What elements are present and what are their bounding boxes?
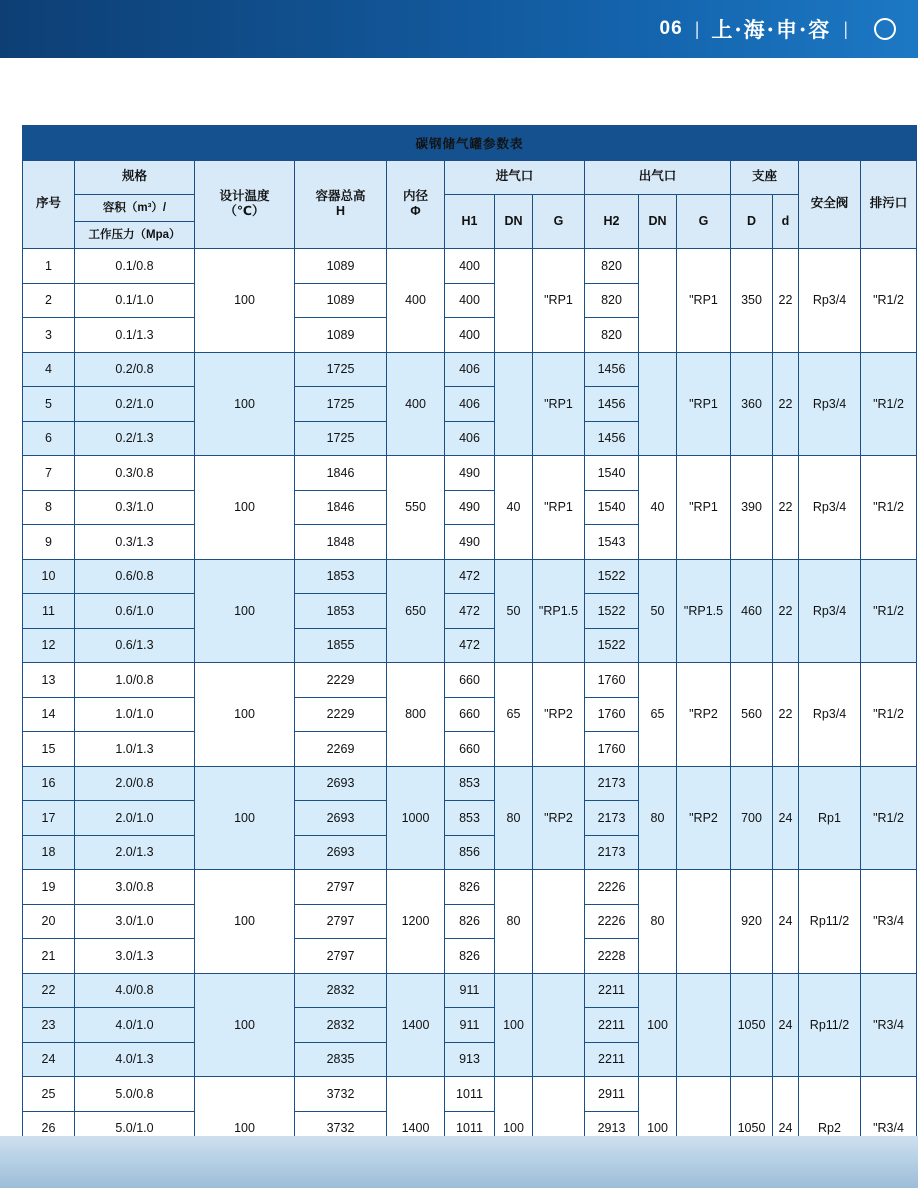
cell-spec: 0.1/1.3 (75, 318, 195, 353)
cell-outlet-h2: 1522 (585, 559, 639, 594)
cell-outlet-h2: 820 (585, 283, 639, 318)
cell-index: 7 (23, 456, 75, 491)
cell-inlet-g (533, 870, 585, 974)
cell-spec: 0.1/0.8 (75, 249, 195, 284)
col-header-inlet-g: G (533, 195, 585, 249)
cell-index: 5 (23, 387, 75, 422)
page-number: 06 (659, 18, 683, 39)
cell-total-height: 1846 (295, 490, 387, 525)
table-row (23, 559, 917, 594)
inner-dia-line2: Φ (410, 204, 421, 219)
cell-spec: 2.0/1.0 (75, 801, 195, 836)
cell-inlet-h1: 911 (445, 1008, 495, 1043)
table-header-row-1 (23, 160, 917, 195)
total-height-line2: H (335, 204, 346, 219)
cell-total-height: 3732 (295, 1077, 387, 1112)
col-header-inner-diameter (387, 160, 445, 249)
cell-total-height: 1725 (295, 421, 387, 456)
cell-support-d: 560 (731, 663, 773, 767)
cell-inlet-h1: 856 (445, 835, 495, 870)
cell-index: 19 (23, 870, 75, 905)
col-header-outlet-dn: DN (639, 195, 677, 249)
col-header-outlet-g: G (677, 195, 731, 249)
cell-spec: 2.0/0.8 (75, 766, 195, 801)
cell-outlet-dn: 40 (639, 456, 677, 560)
cell-index: 12 (23, 628, 75, 663)
design-temp-line2: （℃） (224, 204, 265, 219)
cell-total-height: 2693 (295, 801, 387, 836)
circle-icon (874, 18, 896, 40)
cell-drain: "R1/2 (861, 663, 917, 767)
col-header-inlet-h1: H1 (445, 195, 495, 249)
cell-outlet-dn: 80 (639, 766, 677, 870)
cell-outlet-dn (639, 352, 677, 456)
cell-inlet-h1: 826 (445, 904, 495, 939)
cell-inlet-g: "RP1 (533, 456, 585, 560)
cell-inlet-h1: 400 (445, 283, 495, 318)
cell-spec: 3.0/1.3 (75, 939, 195, 974)
cell-inlet-h1: 472 (445, 628, 495, 663)
cell-inlet-h1: 406 (445, 421, 495, 456)
table-row (23, 352, 917, 387)
cell-safety-valve: Rp2 (799, 1077, 861, 1181)
cell-safety-valve: Rp3/4 (799, 559, 861, 663)
cell-outlet-h2: 1522 (585, 628, 639, 663)
cell-inlet-dn: 80 (495, 766, 533, 870)
cell-total-height: 2269 (295, 732, 387, 767)
cell-design-temp: 100 (195, 559, 295, 663)
cell-index: 22 (23, 973, 75, 1008)
col-header-spec: 规格 (75, 160, 195, 195)
cell-spec: 2.0/1.3 (75, 835, 195, 870)
cell-inlet-h1: 826 (445, 939, 495, 974)
col-header-design-temp (195, 160, 295, 249)
cell-support-d: 920 (731, 870, 773, 974)
col-header-index: 序号 (23, 160, 75, 249)
cell-inlet-g: "RP1 (533, 249, 585, 353)
cell-inlet-g: "RP2 (533, 663, 585, 767)
cell-spec: 5.0/0.8 (75, 1077, 195, 1112)
cell-support-d2: 24 (773, 1077, 799, 1181)
cell-support-d2: 24 (773, 766, 799, 870)
cell-total-height: 1089 (295, 318, 387, 353)
cell-drain: "R3/4 (861, 973, 917, 1077)
cell-index: 4 (23, 352, 75, 387)
cell-inlet-h1: 400 (445, 249, 495, 284)
cell-design-temp: 100 (195, 766, 295, 870)
cell-drain: "R1/2 (861, 559, 917, 663)
table-row (23, 1077, 917, 1112)
cell-total-height: 1725 (295, 387, 387, 422)
table-row (23, 766, 917, 801)
cell-index: 6 (23, 421, 75, 456)
cell-support-d2: 22 (773, 352, 799, 456)
table-row (23, 249, 917, 284)
cell-spec: 0.6/1.3 (75, 628, 195, 663)
cell-inner-diameter: 1400 (387, 1077, 445, 1181)
cell-total-height: 1853 (295, 594, 387, 629)
cell-outlet-h2: 2211 (585, 1008, 639, 1043)
cell-inner-diameter: 550 (387, 456, 445, 560)
cell-outlet-h2: 820 (585, 318, 639, 353)
cell-spec: 0.2/0.8 (75, 352, 195, 387)
cell-outlet-h2: 1456 (585, 352, 639, 387)
cell-outlet-h2: 1540 (585, 456, 639, 491)
cell-total-height: 1846 (295, 456, 387, 491)
cell-spec: 0.3/0.8 (75, 456, 195, 491)
cell-outlet-h2: 1760 (585, 732, 639, 767)
inner-dia-line1: 内径 (402, 188, 428, 203)
cell-outlet-h2: 1760 (585, 663, 639, 698)
cell-spec: 3.0/1.0 (75, 904, 195, 939)
cell-inlet-h1: 660 (445, 663, 495, 698)
cell-drain: "R1/2 (861, 766, 917, 870)
cell-index: 2 (23, 283, 75, 318)
cell-support-d: 390 (731, 456, 773, 560)
cell-support-d2: 22 (773, 663, 799, 767)
cell-spec: 0.3/1.3 (75, 525, 195, 560)
col-header-safety-valve: 安全阀 (799, 160, 861, 249)
cell-inlet-h1: 472 (445, 594, 495, 629)
cell-inlet-h1: 911 (445, 973, 495, 1008)
cell-safety-valve: Rp11/2 (799, 870, 861, 974)
cell-index: 21 (23, 939, 75, 974)
cell-inlet-dn: 100 (495, 973, 533, 1077)
cell-spec: 1.0/1.3 (75, 732, 195, 767)
cell-outlet-h2: 2211 (585, 1042, 639, 1077)
cell-outlet-h2: 2911 (585, 1077, 639, 1112)
cell-support-d: 1050 (731, 973, 773, 1077)
cell-index: 13 (23, 663, 75, 698)
cell-outlet-h2: 820 (585, 249, 639, 284)
cell-inlet-dn: 40 (495, 456, 533, 560)
cell-safety-valve: Rp3/4 (799, 663, 861, 767)
cell-total-height: 3732 (295, 1111, 387, 1146)
cell-index: 18 (23, 835, 75, 870)
col-header-total-height (295, 160, 387, 249)
cell-spec: 1.0/1.0 (75, 697, 195, 732)
spec-sub-header-volume: 容积（m³）/ (75, 195, 195, 222)
cell-outlet-h2: 1543 (585, 525, 639, 560)
cell-outlet-g: "RP1.5 (677, 559, 731, 663)
table-row (23, 870, 917, 905)
cell-outlet-h2: 2226 (585, 870, 639, 905)
cell-drain: "R3/4 (861, 870, 917, 974)
cell-inlet-h1: 472 (445, 559, 495, 594)
cell-outlet-h2: 2173 (585, 835, 639, 870)
cell-support-d: 460 (731, 559, 773, 663)
cell-design-temp: 100 (195, 352, 295, 456)
cell-inlet-h1: 660 (445, 697, 495, 732)
cell-spec: 1.0/0.8 (75, 663, 195, 698)
cell-total-height: 1089 (295, 283, 387, 318)
spec-table-container (22, 125, 908, 1181)
cell-index: 25 (23, 1077, 75, 1112)
cell-spec: 0.6/1.0 (75, 594, 195, 629)
cell-safety-valve: Rp3/4 (799, 456, 861, 560)
cell-index: 8 (23, 490, 75, 525)
cell-total-height: 2797 (295, 904, 387, 939)
cell-outlet-h2: 2173 (585, 801, 639, 836)
cell-total-height: 2797 (295, 939, 387, 974)
cell-outlet-g: "RP1 (677, 249, 731, 353)
cell-total-height: 2229 (295, 663, 387, 698)
cell-inlet-dn: 65 (495, 663, 533, 767)
cell-support-d2: 24 (773, 973, 799, 1077)
cell-outlet-h2: 2173 (585, 766, 639, 801)
table-title-row (23, 126, 917, 161)
cell-index: 26 (23, 1111, 75, 1146)
cell-inlet-h1: 853 (445, 766, 495, 801)
cell-support-d: 1050 (731, 1077, 773, 1181)
cell-total-height: 2832 (295, 1008, 387, 1043)
cell-design-temp: 100 (195, 870, 295, 974)
cell-inlet-dn (495, 249, 533, 353)
table-row (23, 973, 917, 1008)
cell-inlet-h1: 1011 (445, 1077, 495, 1112)
cell-safety-valve: Rp1 (799, 766, 861, 870)
cell-inlet-h1: 406 (445, 352, 495, 387)
cell-support-d: 700 (731, 766, 773, 870)
cell-index: 23 (23, 1008, 75, 1043)
cell-inlet-g: "RP1.5 (533, 559, 585, 663)
cell-outlet-g: "RP2 (677, 663, 731, 767)
cell-outlet-h2: 1522 (585, 594, 639, 629)
cell-outlet-dn: 100 (639, 1077, 677, 1181)
col-header-drain: 排污口 (861, 160, 917, 249)
cell-spec: 0.1/1.0 (75, 283, 195, 318)
cell-index: 20 (23, 904, 75, 939)
cell-safety-valve: Rp11/2 (799, 973, 861, 1077)
cell-inlet-h1: 913 (445, 1042, 495, 1077)
cell-spec: 4.0/0.8 (75, 973, 195, 1008)
cell-total-height: 2835 (295, 1042, 387, 1077)
cell-support-d2: 24 (773, 870, 799, 974)
cell-inner-diameter: 1200 (387, 870, 445, 974)
page-footer (0, 1136, 918, 1188)
cell-spec: 5.0/1.0 (75, 1111, 195, 1146)
cell-support-d2: 22 (773, 249, 799, 353)
cell-spec: 0.2/1.0 (75, 387, 195, 422)
cell-design-temp: 100 (195, 249, 295, 353)
cell-inlet-h1: 490 (445, 490, 495, 525)
cell-total-height: 1855 (295, 628, 387, 663)
cell-index: 17 (23, 801, 75, 836)
table-title: 碳钢储气罐参数表 (23, 126, 917, 161)
cell-inlet-h1: 1011 (445, 1111, 495, 1146)
cell-total-height: 1089 (295, 249, 387, 284)
cell-inlet-h1: 853 (445, 801, 495, 836)
cell-outlet-h2: 1760 (585, 697, 639, 732)
cell-inlet-g: "RP1 (533, 352, 585, 456)
cell-index: 11 (23, 594, 75, 629)
cell-inner-diameter: 800 (387, 663, 445, 767)
brand-name: 上·海·申·容 (711, 17, 832, 42)
cell-inner-diameter: 1400 (387, 973, 445, 1077)
cell-design-temp: 100 (195, 973, 295, 1077)
cell-index: 10 (23, 559, 75, 594)
cell-total-height: 1848 (295, 525, 387, 560)
cell-inlet-h1: 406 (445, 387, 495, 422)
cell-outlet-h2: 1456 (585, 387, 639, 422)
cell-total-height: 2693 (295, 766, 387, 801)
cell-support-d2: 22 (773, 456, 799, 560)
cell-design-temp: 100 (195, 1077, 295, 1181)
cell-outlet-g (677, 973, 731, 1077)
cell-index: 16 (23, 766, 75, 801)
cell-outlet-dn: 80 (639, 870, 677, 974)
table-header-row-2 (23, 195, 917, 222)
cell-inlet-h1: 490 (445, 525, 495, 560)
cell-index: 24 (23, 1042, 75, 1077)
cell-total-height: 2797 (295, 870, 387, 905)
cell-total-height: 1725 (295, 352, 387, 387)
cell-drain: "R1/2 (861, 249, 917, 353)
table-row (23, 663, 917, 698)
cell-outlet-h2: 2228 (585, 939, 639, 974)
cell-drain: "R1/2 (861, 456, 917, 560)
cell-inlet-g (533, 973, 585, 1077)
cell-index: 9 (23, 525, 75, 560)
design-temp-line1: 设计温度 (219, 188, 270, 203)
header-separator: | (694, 18, 700, 39)
cell-outlet-g (677, 870, 731, 974)
cell-safety-valve: Rp3/4 (799, 249, 861, 353)
cell-inner-diameter: 400 (387, 352, 445, 456)
cell-outlet-h2: 2913 (585, 1111, 639, 1146)
cell-outlet-g: "RP1 (677, 352, 731, 456)
cell-outlet-dn (639, 249, 677, 353)
col-header-inlet-dn: DN (495, 195, 533, 249)
col-header-outlet-h2: H2 (585, 195, 639, 249)
cell-total-height: 2832 (295, 973, 387, 1008)
col-header-support-d2: d (773, 195, 799, 249)
cell-index: 1 (23, 249, 75, 284)
table-row (23, 456, 917, 491)
cell-outlet-dn: 65 (639, 663, 677, 767)
cell-spec: 4.0/1.3 (75, 1042, 195, 1077)
cell-inlet-h1: 490 (445, 456, 495, 491)
col-header-inlet: 进气口 (445, 160, 585, 195)
cell-outlet-h2: 1456 (585, 421, 639, 456)
cell-support-d2: 22 (773, 559, 799, 663)
cell-inner-diameter: 650 (387, 559, 445, 663)
spec-sub-header-pressure: 工作压力（Mpa） (75, 222, 195, 249)
cell-spec: 0.6/0.8 (75, 559, 195, 594)
header-separator-2: | (843, 18, 848, 39)
cell-outlet-h2: 2226 (585, 904, 639, 939)
cell-total-height: 2229 (295, 697, 387, 732)
cell-spec: 0.3/1.0 (75, 490, 195, 525)
cell-inlet-g: "RP2 (533, 766, 585, 870)
cell-support-d: 360 (731, 352, 773, 456)
cell-inlet-dn: 50 (495, 559, 533, 663)
cell-outlet-dn: 50 (639, 559, 677, 663)
cell-total-height: 2693 (295, 835, 387, 870)
cell-inlet-h1: 826 (445, 870, 495, 905)
cell-design-temp: 100 (195, 456, 295, 560)
cell-spec: 0.2/1.3 (75, 421, 195, 456)
cell-index: 14 (23, 697, 75, 732)
cell-drain: "R3/4 (861, 1077, 917, 1181)
cell-outlet-h2: 2211 (585, 973, 639, 1008)
cell-outlet-h2: 1540 (585, 490, 639, 525)
col-header-outlet: 出气口 (585, 160, 731, 195)
total-height-line1: 容器总高 (315, 188, 366, 203)
cell-inlet-dn (495, 352, 533, 456)
cell-inner-diameter: 1000 (387, 766, 445, 870)
carbon-steel-tank-parameter-table (22, 125, 917, 1181)
cell-spec: 3.0/0.8 (75, 870, 195, 905)
cell-inlet-h1: 660 (445, 732, 495, 767)
cell-inner-diameter: 400 (387, 249, 445, 353)
col-header-support-d: D (731, 195, 773, 249)
cell-inlet-dn: 80 (495, 870, 533, 974)
cell-index: 3 (23, 318, 75, 353)
cell-design-temp: 100 (195, 663, 295, 767)
col-header-support: 支座 (731, 160, 799, 195)
cell-support-d: 350 (731, 249, 773, 353)
cell-drain: "R1/2 (861, 352, 917, 456)
cell-outlet-g: "RP2 (677, 766, 731, 870)
cell-inlet-dn: 100 (495, 1077, 533, 1181)
cell-spec: 4.0/1.0 (75, 1008, 195, 1043)
cell-outlet-g: "RP1 (677, 456, 731, 560)
cell-index: 15 (23, 732, 75, 767)
cell-outlet-dn: 100 (639, 973, 677, 1077)
cell-safety-valve: Rp3/4 (799, 352, 861, 456)
cell-inlet-h1: 400 (445, 318, 495, 353)
cell-total-height: 1853 (295, 559, 387, 594)
page-header (0, 0, 918, 58)
